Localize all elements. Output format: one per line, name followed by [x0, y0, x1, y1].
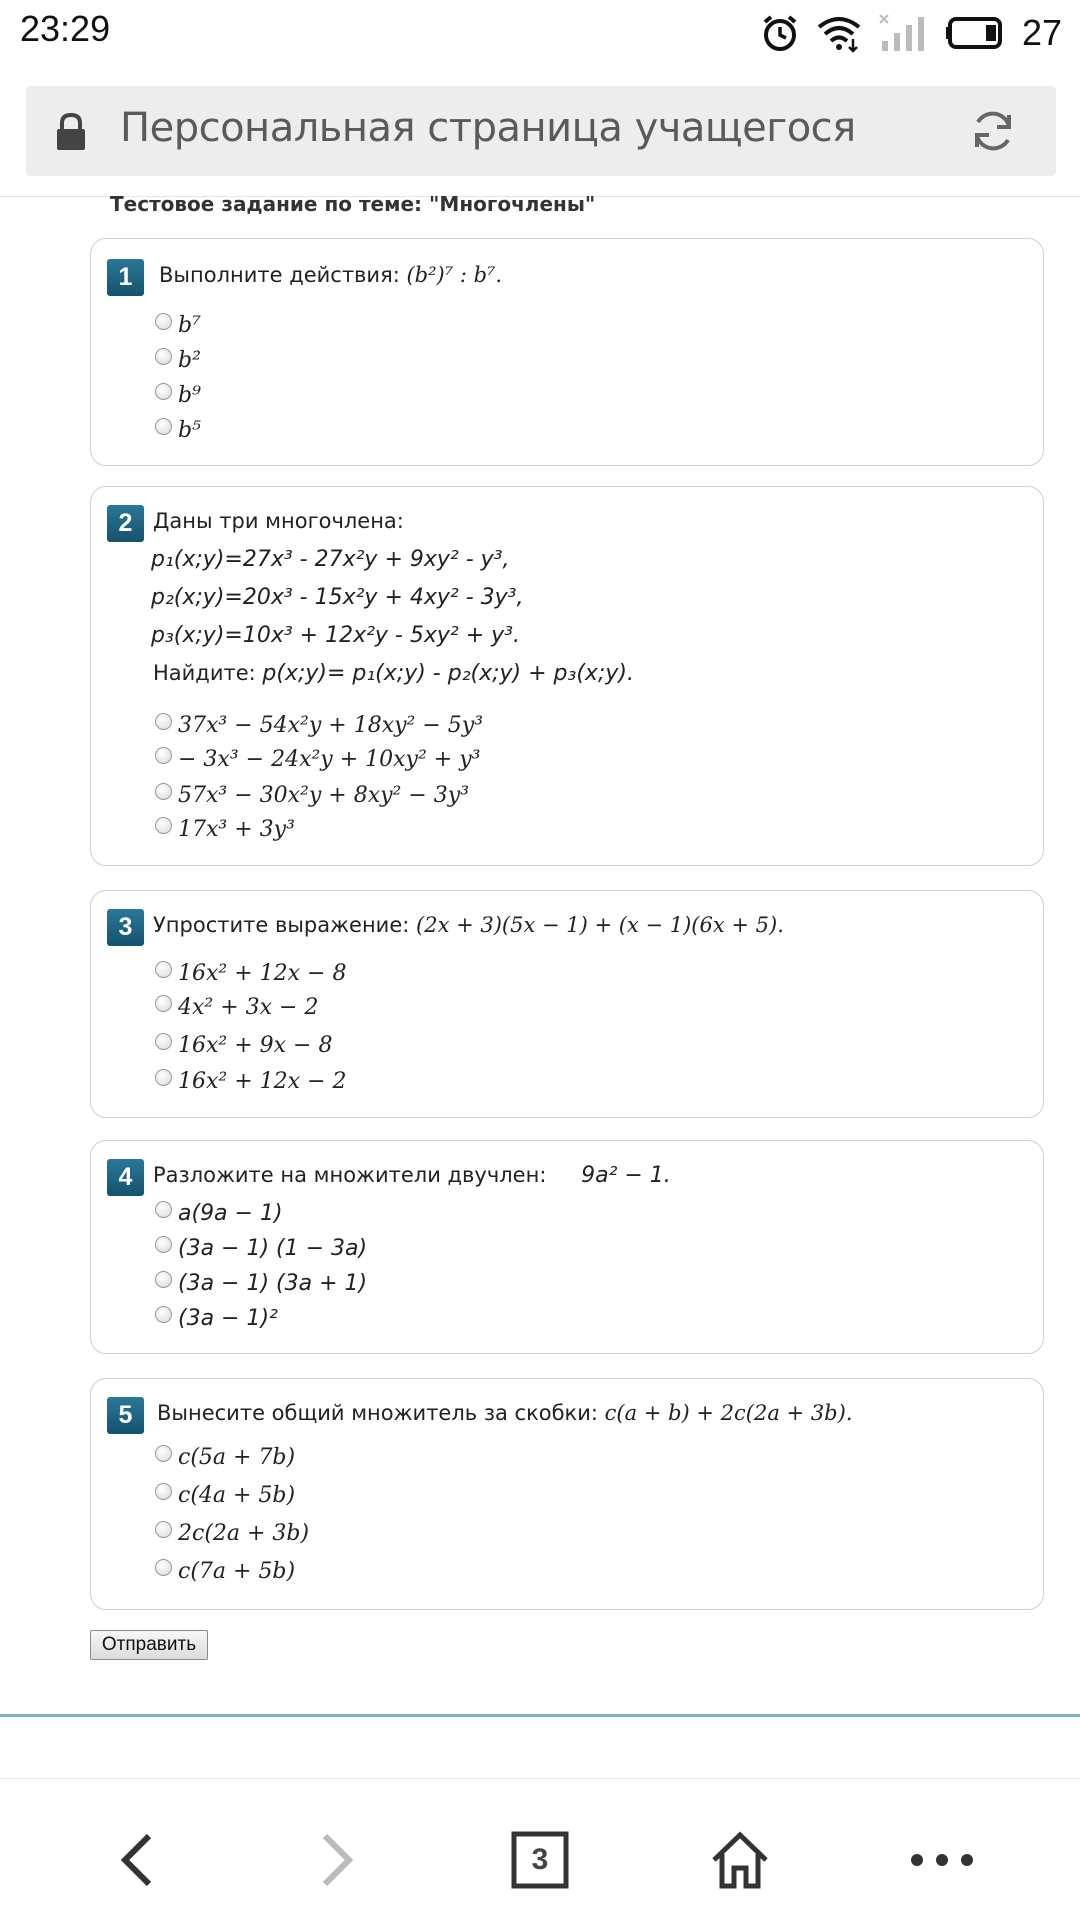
radio-button[interactable]	[155, 1445, 172, 1462]
answer-option[interactable]: (3a − 1) (1 − 3a)	[155, 1236, 367, 1261]
radio-button[interactable]	[155, 383, 172, 400]
tab-count: 3	[531, 1843, 549, 1876]
radio-button[interactable]	[155, 1483, 172, 1500]
answer-option[interactable]: c(4a + 5b)	[155, 1483, 295, 1508]
address-bar[interactable]	[26, 86, 1056, 176]
lock-icon	[54, 112, 88, 152]
page-title: Персональная страница учащегося	[120, 105, 856, 151]
radio-button[interactable]	[155, 747, 172, 764]
radio-button[interactable]	[155, 1271, 172, 1288]
divider	[0, 1778, 1080, 1779]
radio-button[interactable]	[155, 1201, 172, 1218]
answer-option[interactable]: 37x³ − 54x²y + 18xy² − 5y³	[155, 713, 483, 738]
back-arrow-icon	[111, 1830, 161, 1890]
radio-button[interactable]	[155, 961, 172, 978]
question-card-5	[90, 1378, 1044, 1610]
answer-option[interactable]: 16x² + 9x − 8	[155, 1033, 332, 1058]
question-number: 5	[107, 1397, 144, 1434]
question-number: 1	[107, 259, 144, 296]
answer-option[interactable]: 16x² + 12x − 2	[155, 1069, 346, 1094]
battery-icon	[946, 15, 1006, 51]
forward-arrow-icon	[313, 1830, 363, 1890]
answer-option[interactable]: c(5a + 7b)	[155, 1445, 295, 1470]
question-card-1	[90, 238, 1044, 466]
answer-option[interactable]: 16x² + 12x − 8	[155, 961, 346, 986]
radio-button[interactable]	[155, 783, 172, 800]
test-heading: Тестовое задание по теме: "Многочлены"	[110, 192, 596, 216]
find-line: Найдите: p(x;y)= p₁(x;y) - p₂(x;y) + p₃(x;y).	[153, 661, 634, 686]
answer-option[interactable]: 4x² + 3x − 2	[155, 995, 318, 1020]
status-time: 23:29	[20, 8, 111, 49]
question-prompt: Выполните действия: (b²)⁷ : b⁷.	[159, 263, 503, 287]
forward-button[interactable]	[298, 1820, 378, 1900]
divider	[0, 1714, 1080, 1717]
home-button[interactable]	[700, 1820, 780, 1900]
answer-option[interactable]: b⁹	[155, 383, 201, 408]
answer-option[interactable]: c(7a + 5b)	[155, 1559, 295, 1584]
wifi-icon	[816, 13, 862, 53]
radio-button[interactable]	[155, 313, 172, 330]
radio-button[interactable]	[155, 995, 172, 1012]
answer-option[interactable]: b⁵	[155, 418, 201, 443]
answer-option[interactable]: 17x³ + 3y³	[155, 817, 295, 842]
polynomial-line: p₃(x;y)=10x³ + 12x²y - 5xy² + y³.	[151, 623, 520, 648]
question-number: 3	[107, 909, 144, 946]
radio-button[interactable]	[155, 348, 172, 365]
question-card-4	[90, 1140, 1044, 1354]
signal-icon	[878, 13, 930, 53]
submit-button[interactable]: Отправить	[90, 1630, 208, 1660]
home-icon	[710, 1830, 770, 1890]
reload-icon[interactable]	[968, 106, 1018, 156]
radio-button[interactable]	[155, 1033, 172, 1050]
radio-button[interactable]	[155, 1069, 172, 1086]
question-prompt: Вынесите общий множитель за скобки: c(a + b) + 2c(2a + 3b).	[157, 1401, 853, 1425]
polynomial-line: p₁(x;y)=27x³ - 27x²y + 9xy² - y³,	[151, 547, 510, 572]
answer-option[interactable]: b⁷	[155, 313, 201, 338]
answer-option[interactable]: 57x³ − 30x²y + 8xy² − 3y³	[155, 783, 469, 808]
battery-level: 27	[1021, 12, 1062, 53]
question-prompt: Упростите выражение: (2x + 3)(5x − 1) + (x − 1)(6x + 5).	[153, 913, 784, 937]
answer-option[interactable]: a(9a − 1)	[155, 1201, 283, 1226]
radio-button[interactable]	[155, 418, 172, 435]
radio-button[interactable]	[155, 1236, 172, 1253]
question-card-2	[90, 486, 1044, 866]
question-number: 2	[107, 505, 144, 542]
answer-option[interactable]: b²	[155, 348, 201, 373]
status-icons	[760, 10, 1062, 56]
radio-button[interactable]	[155, 1521, 172, 1538]
question-prompt: Даны три многочлена:	[153, 509, 404, 533]
question-card-3	[90, 890, 1044, 1118]
answer-option[interactable]: (3a − 1)²	[155, 1306, 278, 1331]
tabs-button[interactable]	[500, 1820, 580, 1900]
question-prompt: Разложите на множители двучлен: 9a² − 1.	[153, 1163, 671, 1188]
browser-nav-bar	[0, 1780, 1080, 1920]
more-button[interactable]	[902, 1820, 982, 1900]
more-icon	[907, 1850, 977, 1870]
status-bar	[0, 0, 1080, 66]
alarm-icon	[760, 13, 800, 53]
polynomial-line: p₂(x;y)=20x³ - 15x²y + 4xy² - 3y³,	[151, 585, 524, 610]
radio-button[interactable]	[155, 713, 172, 730]
question-number: 4	[107, 1159, 144, 1196]
radio-button[interactable]	[155, 1306, 172, 1323]
back-button[interactable]	[96, 1820, 176, 1900]
radio-button[interactable]	[155, 817, 172, 834]
answer-option[interactable]: (3a − 1) (3a + 1)	[155, 1271, 367, 1296]
answer-option[interactable]: 2c(2a + 3b)	[155, 1521, 309, 1546]
answer-option[interactable]: − 3x³ − 24x²y + 10xy² + y³	[155, 747, 480, 772]
radio-button[interactable]	[155, 1559, 172, 1576]
